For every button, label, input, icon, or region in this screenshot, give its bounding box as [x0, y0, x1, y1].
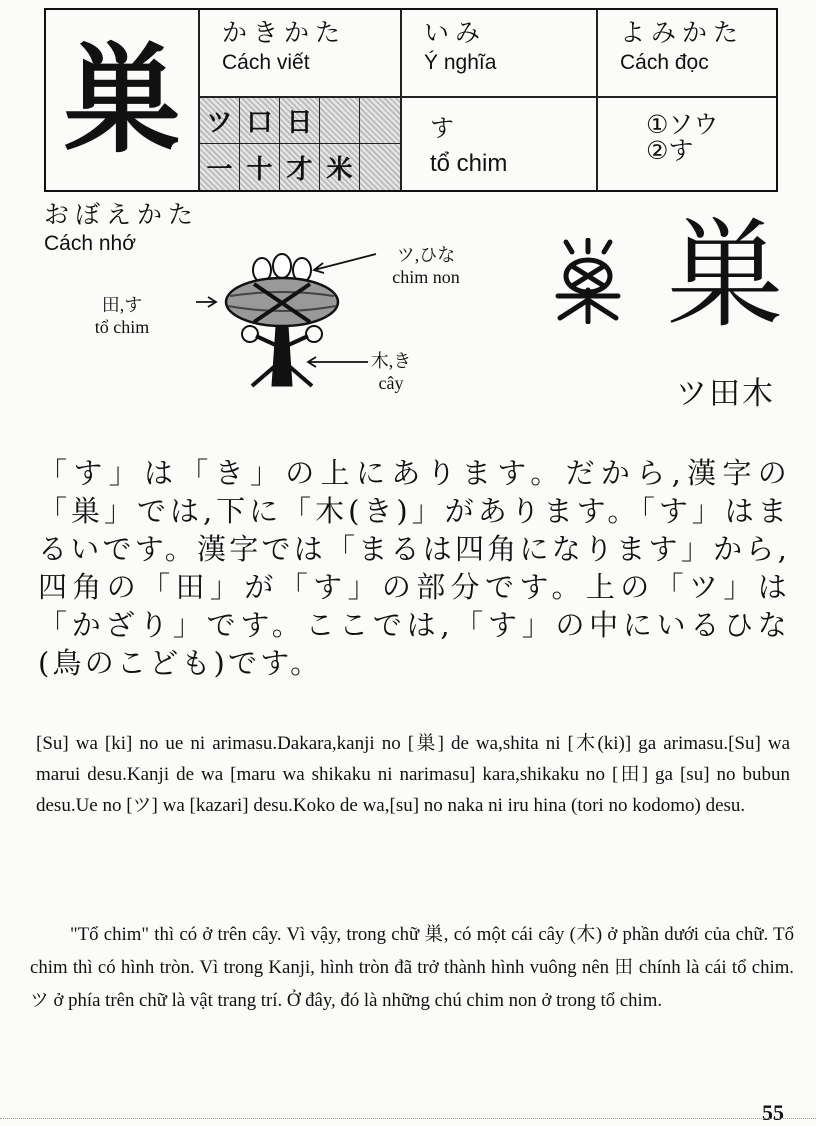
stroke-box: 日 [280, 98, 320, 144]
tree-label-vn: cây [378, 373, 404, 393]
stroke-order-grid [200, 98, 402, 190]
tree-icon [242, 326, 322, 386]
memory-title-jp: おぼえかた [44, 200, 200, 229]
stroke-box: 一 [200, 144, 240, 190]
nest-label-jp: 田,す [101, 295, 143, 315]
nest-icon [226, 278, 338, 326]
stroke-box: 十 [240, 144, 280, 190]
memory-title-vn: Cách nhớ [44, 232, 136, 255]
arrow-icon [308, 357, 368, 367]
nest-tree-illustration [196, 236, 386, 396]
kanji-components: ツ田木 [676, 376, 775, 412]
arrow-icon [196, 297, 216, 307]
meaning-value-vn: tổ chim [430, 150, 508, 177]
reading-header [598, 10, 776, 98]
stroke-box: 米 [320, 144, 360, 190]
meaning-value [402, 98, 598, 190]
reading-kun: ②す [646, 136, 694, 165]
tree-label-jp: 木,き [370, 351, 412, 371]
reading-on: ①ソウ [646, 110, 719, 139]
reading-value [598, 98, 776, 190]
japanese-explanation: 「す」は「き」の上にあります。だから,漢字の「巣」では,下に「木(き)」があります。「す」はまるいです。漢字では「まるは四角になります」から,四角の「田」が「す」の部分です。上の「ツ」は「かざり」です。ここでは,「す」の中にいるひな(鳥のこども)です。 [38, 456, 790, 680]
vietnamese-explanation: "Tổ chim" thì có ở trên cây. Vì vậy, trong chữ 巣, có một cái cây (木) ở phần dưới của chữ. Tổ chim thì có hình tròn. Vì trong Kanji, hình tròn đã trở thành hình vuông nên 田 chính là cái tổ chim. ツ ở phía trên chữ là vật trang trí. Ở đây, đó là những chú chim non ở trong tổ chim. [30, 924, 794, 1011]
stroke-box: ツ [200, 98, 240, 144]
meaning-header [402, 10, 598, 98]
reading-header-jp: よみかた [620, 18, 745, 47]
arrow-icon [314, 254, 376, 273]
footer-divider [0, 1118, 816, 1119]
page-number: 55 [762, 1100, 784, 1125]
kanji-large: 巣 [666, 206, 785, 344]
stroke-box: 才 [280, 144, 320, 190]
chicks-label [378, 244, 474, 288]
kanji-info-table [44, 8, 778, 192]
writing-header-vn: Cách viết [222, 51, 310, 74]
meaning-header-jp: いみ [424, 18, 487, 47]
stroke-box [360, 144, 400, 190]
chicks-label-vn: chim non [392, 267, 460, 287]
stroke-box [320, 98, 360, 144]
romaji-explanation: [Su] wa [ki] no ue ni arimasu.Dakara,kanji no [巣] de wa,shita ni [木(ki)] ga arimasu.[Su] wa marui desu.Kanji de wa [maru wa shikaku ni narimasu] kara,shikaku no [田] ga [su] no bubun desu.Ue no [ツ] wa [kazari] desu.Koko de wa,[su] no naka ni iru hina (tori no kodomo) desu. [36, 733, 790, 816]
meaning-value-jp: す [430, 114, 454, 142]
reading-header-vn: Cách đọc [620, 51, 709, 74]
pictogram-kanji-icon [552, 238, 624, 324]
stroke-box [360, 98, 400, 144]
writing-header-jp: かきかた [222, 18, 347, 47]
memory-title [44, 200, 199, 258]
stroke-box: 口 [240, 98, 280, 144]
meaning-header-vn: Ý nghĩa [424, 51, 497, 74]
nest-label [82, 294, 162, 338]
writing-header [200, 10, 402, 98]
chicks-label-jp: ツ,ひな [396, 245, 456, 265]
main-kanji: 巣 [46, 10, 200, 190]
nest-label-vn: tổ chim [94, 317, 150, 337]
